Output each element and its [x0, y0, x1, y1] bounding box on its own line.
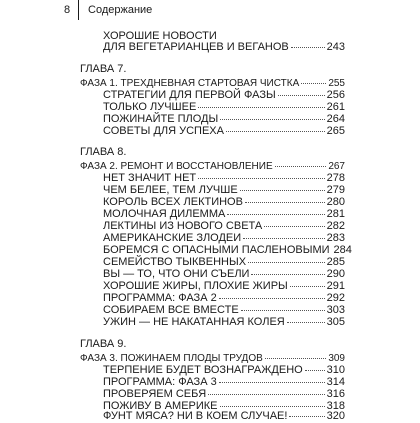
- toc-entry: АМЕРИКАНСКИЕ ЗЛОДЕИ 283: [103, 232, 345, 244]
- leader-dots: [220, 405, 325, 407]
- chapter-heading: ГЛАВА 8.: [80, 146, 127, 158]
- toc-entry: ПОЖИНАЙТЕ ПЛОДЫ 264: [103, 113, 345, 125]
- leader-dots: [305, 369, 325, 371]
- leader-dots: [198, 106, 324, 108]
- leader-dots: [241, 309, 325, 311]
- toc-entry: ФУНТ МЯСА? НИ В КОЕМ СЛУЧАЕ! 320: [103, 410, 345, 422]
- toc-entry: ЧЕМ БЕЛЕЕ, ТЕМ ЛУЧШЕ 279: [103, 184, 345, 196]
- toc-entry: МОЛОЧНАЯ ДИЛЕММА 281: [103, 208, 345, 220]
- page-number: 8: [64, 4, 71, 16]
- chapter-title: ФАЗА 3. ПОЖИНАЕМ ПЛОДЫ ТРУДОВ: [80, 353, 263, 364]
- toc-entry: СОВЕТЫ ДЛЯ УСПЕХА 265: [103, 125, 345, 137]
- toc-entry: НЕТ ЗНАЧИТ НЕТ 278: [103, 172, 345, 184]
- toc-entry-title: ХОРОШИЕ НОВОСТИ: [103, 30, 217, 42]
- leader-dots: [265, 357, 327, 359]
- leader-dots: [287, 321, 325, 323]
- toc-entry: [103, 41, 345, 54]
- leader-dots: [264, 225, 324, 227]
- toc-entry: ХОРОШИЕ ЖИРЫ, ПЛОХИЕ ЖИРЫ 291: [103, 280, 345, 292]
- toc-entry-title: ДЛЯ ВЕГЕТАРИАНЦЕВ И ВЕГАНОВ: [103, 41, 289, 53]
- chapter-heading: ГЛАВА 9.: [80, 338, 127, 350]
- leader-dots: [291, 46, 325, 48]
- leader-dots: [251, 273, 324, 275]
- leader-dots: [290, 285, 325, 287]
- leader-dots: [198, 177, 325, 179]
- toc-entry: УЖИН — НЕ НАКАТАННАЯ КОЛЕЯ 305: [103, 316, 345, 328]
- chapter-title: ФАЗА 1. ТРЕХДНЕВНАЯ СТАРТОВАЯ ЧИСТКА: [80, 78, 300, 89]
- leader-dots: [226, 130, 325, 132]
- toc-entry: ВЫ — ТО, ЧТО ОНИ СЪЕЛИ 290: [103, 268, 345, 280]
- toc-entry: ПРОГРАММА: ФАЗА 2 292: [103, 292, 345, 304]
- toc-entry: БОРЕМСЯ С ОПАСНЫМИ ПАСЛЕНОВЫМИ 284: [103, 244, 352, 256]
- toc-page-number: 309: [328, 353, 345, 364]
- leader-dots: [243, 237, 324, 239]
- leader-dots: [248, 261, 325, 263]
- chapter-title: ФАЗА 2. РЕМОНТ И ВОССТАНОВЛЕНИЕ: [80, 161, 273, 172]
- leader-dots: [275, 165, 327, 167]
- toc-entry: ПРОГРАММА: ФАЗА 3 314: [103, 376, 345, 388]
- toc-page-number: 267: [328, 161, 345, 172]
- toc-entry: СЕМЕЙСТВО ТЫКВЕННЫХ 285: [103, 256, 345, 268]
- toc-entry: ТОЛЬКО ЛУЧШЕЕ 261: [103, 101, 345, 113]
- leader-dots: [240, 189, 325, 191]
- toc-entry: ТЕРПЕНИЕ БУДЕТ ВОЗНАГРАЖДЕНО 310: [103, 364, 345, 376]
- leader-dots: [245, 201, 325, 203]
- leader-dots: [220, 118, 324, 120]
- toc-page-number: 255: [328, 78, 345, 89]
- toc-entry: ПОЖИВУ В АМЕРИКЕ 318: [103, 400, 345, 412]
- chapter-heading: ГЛАВА 7.: [80, 63, 127, 75]
- leader-dots: [301, 82, 326, 84]
- leader-dots: [219, 297, 325, 299]
- leader-dots: [219, 381, 325, 383]
- leader-dots: [289, 415, 324, 417]
- leader-dots: [227, 213, 324, 215]
- toc-entry: ПРОВЕРЯЕМ СЕБЯ 316: [103, 388, 345, 400]
- toc-page-number: 243: [326, 41, 345, 53]
- toc-entry: СОБИРАЕМ ВСЕ ВМЕСТЕ 303: [103, 304, 345, 316]
- header-divider: [78, 0, 79, 20]
- toc-entry: КОРОЛЬ ВСЕХ ЛЕКТИНОВ 280: [103, 196, 345, 208]
- running-title: Содержание: [88, 4, 153, 16]
- running-header: [0, 0, 420, 22]
- toc-entry: СТРАТЕГИИ ДЛЯ ПЕРВОЙ ФАЗЫ 256: [103, 89, 345, 101]
- leader-dots: [278, 94, 325, 96]
- toc-entry: ЛЕКТИНЫ ИЗ НОВОГО СВЕТА 282: [103, 220, 345, 232]
- leader-dots: [208, 393, 324, 395]
